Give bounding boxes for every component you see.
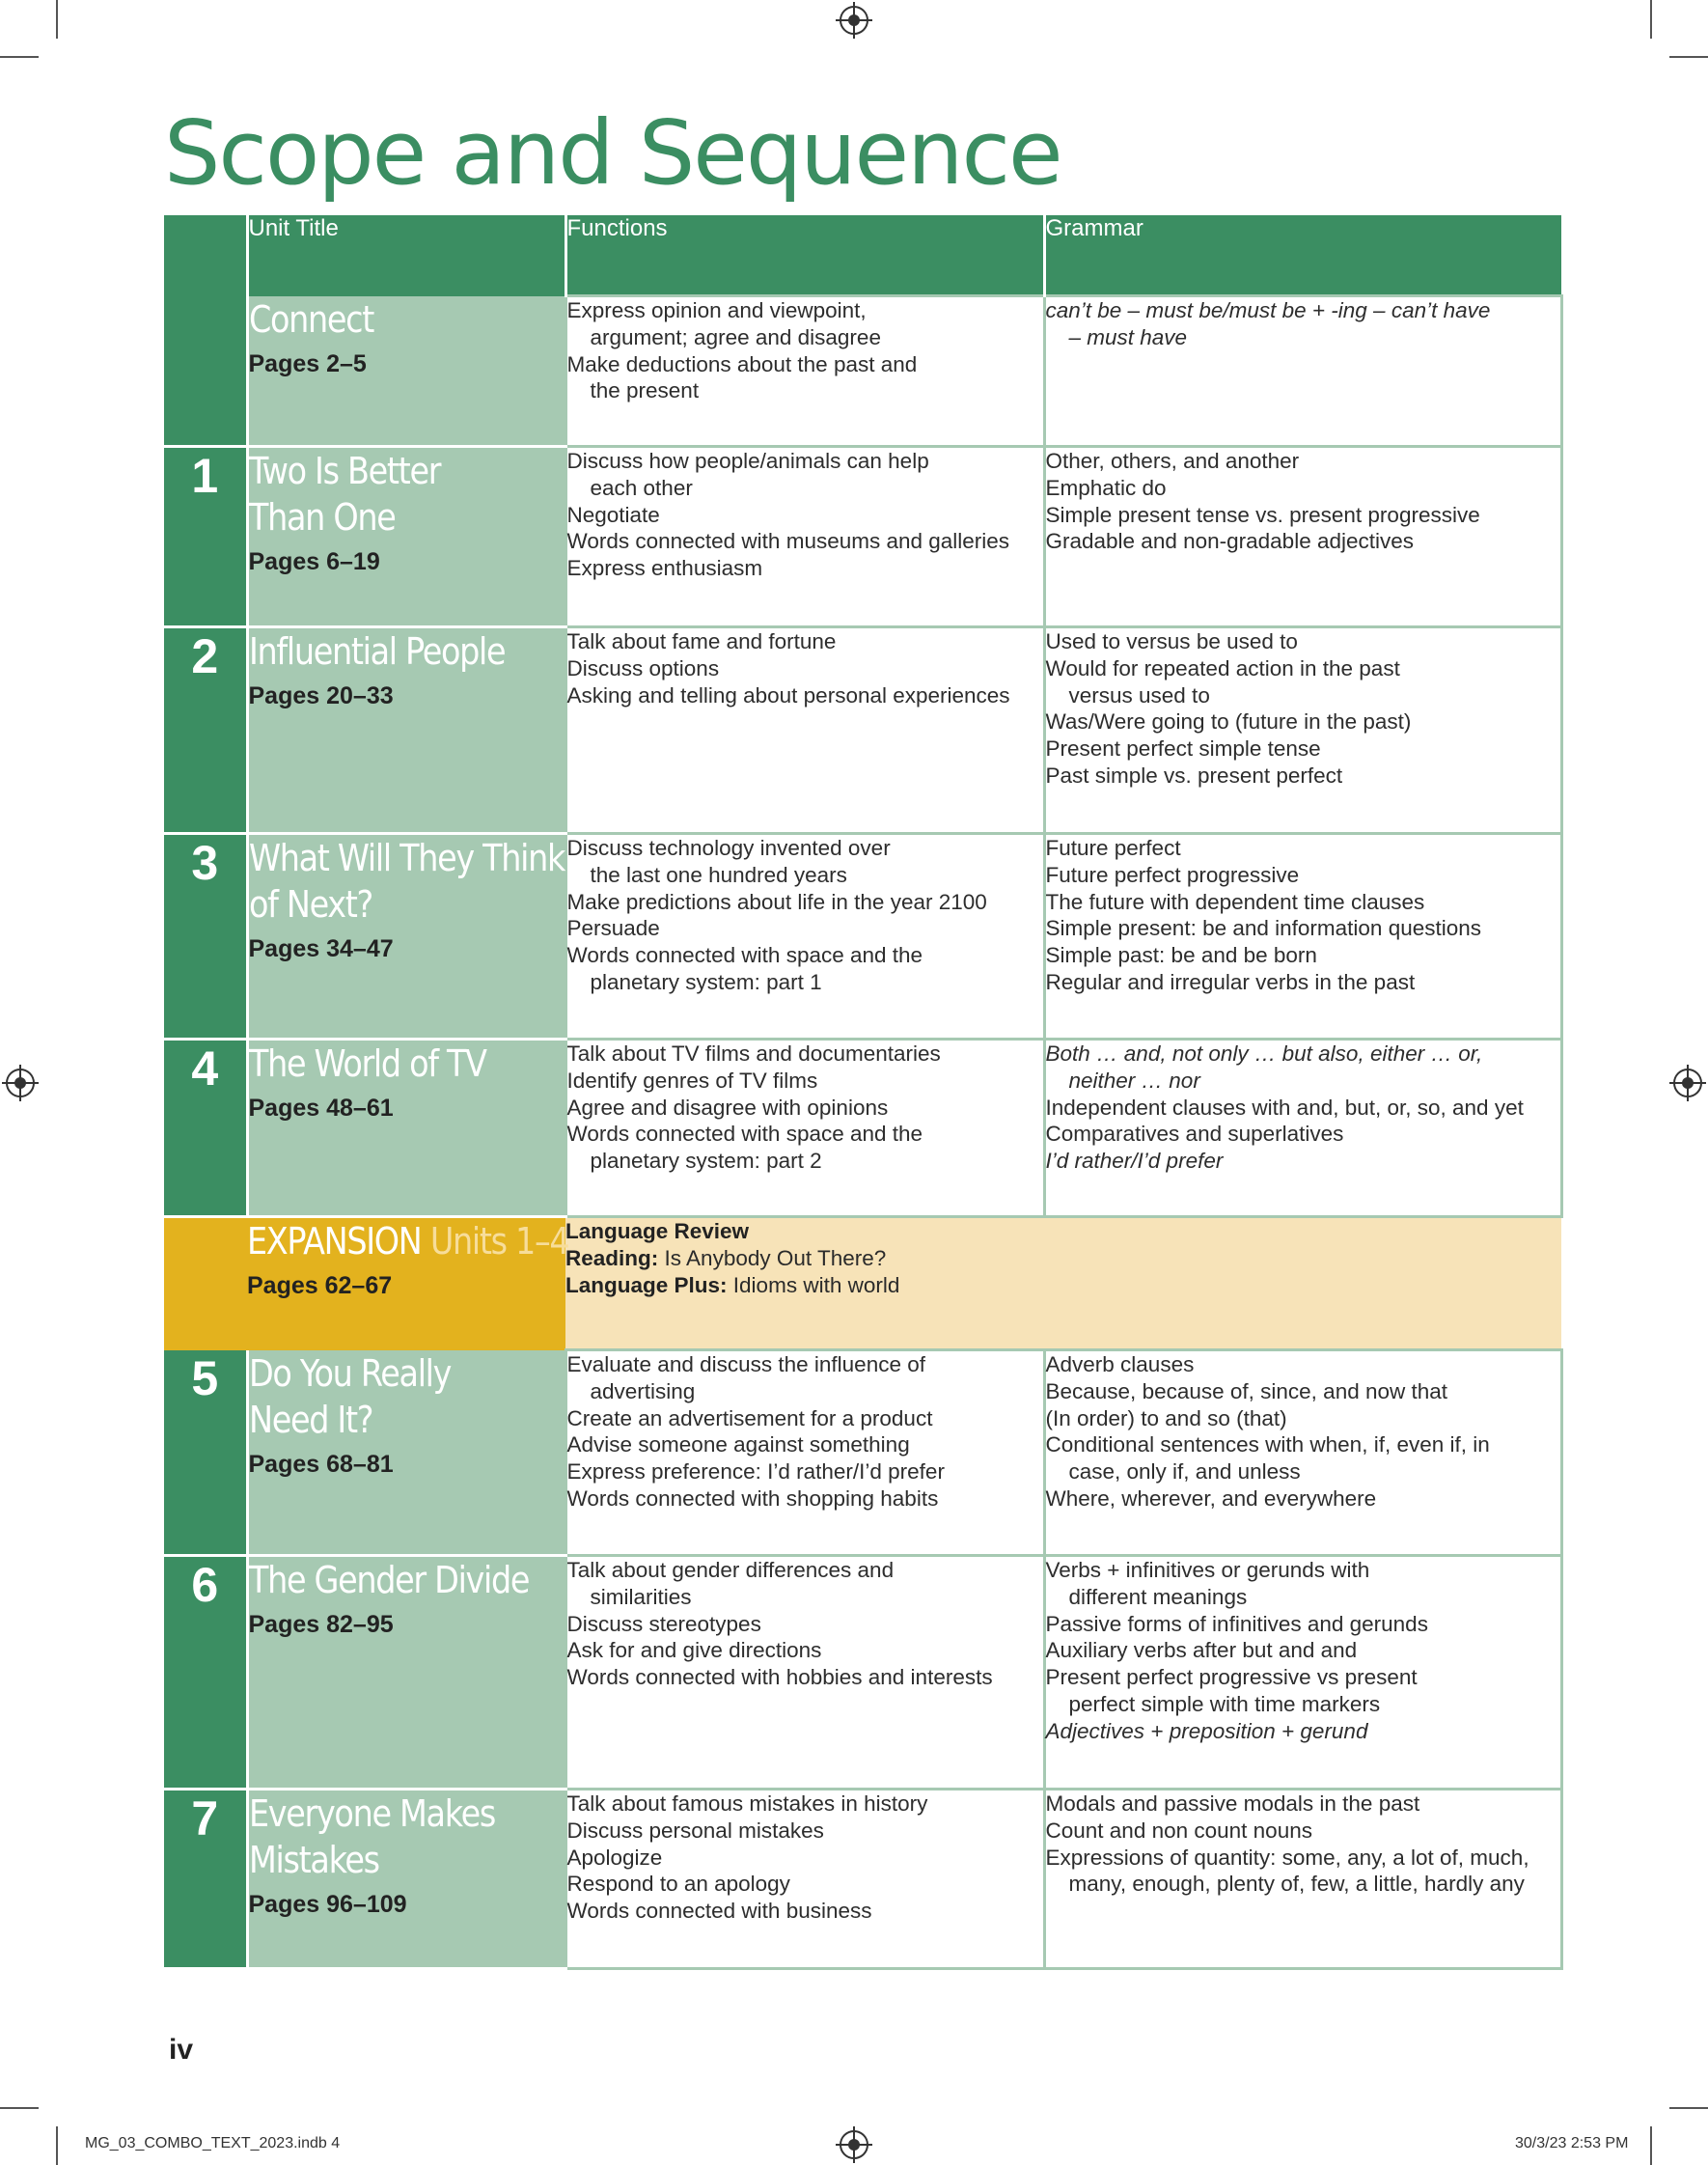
crop-mark [1669, 2107, 1708, 2109]
text-line: Asking and telling about personal experiences [566, 682, 1010, 708]
slug-file-name: MG_03_COMBO_TEXT_2023.indb 4 [85, 2135, 341, 2151]
text-line: planetary system: part 2 [590, 1149, 822, 1174]
text-line: Simple present: be and information questions [1045, 916, 1482, 941]
unit-pages: Pages 34–47 [248, 935, 394, 962]
text-line: planetary system: part 1 [590, 969, 822, 994]
page-title: Scope and Sequence [164, 101, 1061, 205]
slug-date: 30/3/23 2:53 PM [1515, 2135, 1629, 2151]
functions-cell [565, 447, 1044, 627]
text-line: Simple present tense vs. present progressive [1045, 502, 1480, 527]
table-header-row [164, 215, 1561, 296]
text-line: Respond to an apology [566, 1872, 790, 1897]
crop-mark [1650, 2126, 1652, 2165]
page-folio: iv [169, 2034, 194, 2066]
text-line: – must have [1068, 324, 1188, 349]
expansion-title-cell [247, 1217, 569, 1350]
text-line: Discuss technology invented over [566, 836, 891, 860]
grammar-cell [1044, 296, 1561, 447]
unit-pages: Pages 96–109 [248, 1891, 407, 1918]
functions-cell [565, 1350, 1044, 1556]
functions-cell [565, 1040, 1044, 1217]
unit-pages: Pages 6–19 [248, 548, 380, 575]
text-line: Both … and, not only … but also, either … or, [1045, 1041, 1483, 1066]
text-line: Words connected with museums and galleries [566, 529, 1010, 554]
text-line: each other [590, 475, 693, 500]
header-functions: Functions [565, 215, 1044, 296]
unit-pages: Pages 20–33 [248, 682, 394, 709]
text-line: Negotiate [566, 502, 660, 527]
unit-number: 2 [164, 627, 247, 834]
text-line: Express opinion and viewpoint, [566, 298, 867, 322]
registration-mark-icon [840, 6, 868, 35]
text-line: Past simple vs. present perfect [1045, 763, 1343, 788]
text-line: Simple past: be and be born [1045, 943, 1317, 968]
crop-mark [0, 56, 39, 58]
text-line: different meanings [1068, 1584, 1248, 1609]
unit-title-cell [247, 1040, 565, 1217]
text-line: Gradable and non-gradable adjectives [1045, 529, 1415, 554]
text-line: similarities [590, 1584, 692, 1609]
header-unit-title: Unit Title [247, 215, 565, 296]
unit-pages: Pages 82–95 [248, 1611, 394, 1638]
text-line: Create an advertisement for a product [566, 1405, 933, 1430]
text-line: Present perfect simple tense [1045, 736, 1321, 762]
unit-number [164, 296, 247, 447]
expansion-review-cell [565, 1217, 1561, 1350]
reading-title: Is Anybody Out There? [664, 1246, 887, 1270]
header-grammar: Grammar [1044, 215, 1561, 296]
text-line: can’t be – must be/must be + -ing – can’t have [1045, 298, 1491, 322]
unit-number: 3 [164, 834, 247, 1040]
text-line: Passive forms of infinitives and gerunds [1045, 1611, 1428, 1636]
registration-mark-icon [840, 2130, 868, 2159]
unit-pages: Pages 68–81 [248, 1450, 394, 1478]
crop-mark [56, 2126, 58, 2165]
unit-title: of Next? [248, 883, 372, 926]
text-line: Adverb clauses [1045, 1352, 1195, 1376]
text-line: Comparatives and superlatives [1045, 1122, 1344, 1147]
text-line: case, only if, and unless [1068, 1459, 1301, 1485]
text-line: Apologize [566, 1845, 663, 1870]
text-line: Discuss options [566, 655, 720, 680]
text-line: Words connected with hobbies and interests [566, 1665, 993, 1690]
unit-title-cell [247, 1790, 565, 1969]
expansion-label: EXPANSION [247, 1220, 422, 1263]
language-plus-text: Idioms with world [732, 1273, 900, 1297]
unit-title: The World of TV [248, 1042, 486, 1085]
text-line: Make deductions about the past and [566, 351, 918, 376]
text-line: Make predictions about life in the year 2100 [566, 889, 987, 914]
language-plus-label: Language Plus: [565, 1273, 728, 1297]
functions-cell [565, 1556, 1044, 1790]
text-line: Would for repeated action in the past [1045, 655, 1400, 680]
text-line: perfect simple with time markers [1068, 1691, 1381, 1716]
text-line: Agree and disagree with opinions [566, 1095, 889, 1120]
text-line: I’d rather/I’d prefer [1045, 1149, 1224, 1174]
text-line: Other, others, and another [1045, 449, 1300, 473]
header-number-cell [164, 215, 247, 296]
text-line: Conditional sentences with when, if, even if, in [1045, 1432, 1490, 1457]
grammar-cell [1044, 1040, 1561, 1217]
text-line: (In order) to and so (that) [1045, 1405, 1287, 1430]
text-line: many, enough, plenty of, few, a little, hardly any [1068, 1872, 1525, 1897]
text-line: Evaluate and discuss the influence of [566, 1352, 925, 1376]
expansion-number-cell [164, 1217, 247, 1350]
language-review-label: Language Review [565, 1219, 750, 1243]
unit-row [164, 296, 1561, 447]
text-line: Auxiliary verbs after but and and [1045, 1638, 1358, 1663]
text-line: Because, because of, since, and now that [1045, 1378, 1448, 1403]
text-line: advertising [590, 1378, 696, 1403]
unit-title: What Will They Think [248, 837, 565, 879]
unit-title: Do You Really [248, 1351, 451, 1395]
text-line: Express preference: I’d rather/I’d prefer [566, 1459, 945, 1485]
unit-number: 5 [164, 1350, 247, 1556]
text-line: Discuss stereotypes [566, 1611, 761, 1636]
text-line: Talk about famous mistakes in history [566, 1791, 928, 1816]
unit-title-cell [247, 834, 565, 1040]
unit-title-cell [247, 1350, 565, 1556]
unit-number: 7 [164, 1790, 247, 1969]
text-line: Ask for and give directions [566, 1638, 822, 1663]
expansion-units: Units 1–4 [429, 1220, 569, 1263]
unit-title: Than One [248, 496, 395, 539]
grammar-cell [1044, 627, 1561, 834]
unit-number: 4 [164, 1040, 247, 1217]
text-line: Adjectives + preposition + gerund [1045, 1718, 1368, 1743]
unit-pages: Pages 2–5 [248, 349, 367, 377]
unit-title: Mistakes [248, 1839, 379, 1881]
text-line: Talk about gender differences and [566, 1558, 895, 1582]
expansion-title [247, 1218, 569, 1264]
text-line: Used to versus be used to [1045, 629, 1298, 653]
text-line: Independent clauses with and, but, or, so, and yet [1045, 1095, 1524, 1120]
text-line: The future with dependent time clauses [1045, 889, 1425, 914]
text-line: Regular and irregular verbs in the past [1045, 969, 1416, 994]
unit-pages: Pages 48–61 [248, 1095, 394, 1122]
unit-row [164, 447, 1561, 627]
review-line [565, 1272, 1561, 1299]
text-line: Identify genres of TV films [566, 1068, 818, 1093]
text-line: Discuss personal mistakes [566, 1818, 824, 1843]
unit-title: The Gender Divide [248, 1559, 529, 1601]
text-line: Words connected with space and the [566, 1122, 923, 1147]
unit-number: 6 [164, 1556, 247, 1790]
unit-row [164, 1040, 1561, 1217]
expansion-row [164, 1217, 1561, 1350]
crop-mark [0, 2107, 39, 2109]
grammar-cell [1044, 1556, 1561, 1790]
functions-cell [565, 834, 1044, 1040]
text-line: argument; agree and disagree [590, 324, 881, 349]
text-line: Talk about fame and fortune [566, 629, 837, 653]
text-line: Discuss how people/animals can help [566, 449, 929, 473]
unit-title-cell [247, 627, 565, 834]
text-line: Verbs + infinitives or gerunds with [1045, 1558, 1370, 1582]
grammar-cell [1044, 834, 1561, 1040]
unit-row [164, 834, 1561, 1040]
unit-row [164, 627, 1561, 834]
unit-row [164, 1350, 1561, 1556]
unit-number: 1 [164, 447, 247, 627]
unit-title: Need It? [248, 1398, 372, 1441]
text-line: Emphatic do [1045, 475, 1167, 500]
crop-mark [1669, 56, 1708, 58]
crop-mark [1650, 0, 1652, 39]
review-line [565, 1245, 1561, 1272]
unit-title: Connect [248, 297, 373, 341]
text-line: Persuade [566, 916, 660, 941]
text-line: Future perfect [1045, 836, 1181, 860]
functions-cell [565, 1790, 1044, 1969]
text-line: Was/Were going to (future in the past) [1045, 709, 1412, 735]
text-line: Expressions of quantity: some, any, a lot of, much, [1045, 1845, 1529, 1870]
text-line: Words connected with space and the [566, 943, 923, 968]
review-line [565, 1218, 1561, 1245]
text-line: the last one hundred years [590, 862, 847, 887]
text-line: Advise someone against something [566, 1432, 910, 1457]
text-line: Talk about TV films and documentaries [566, 1041, 941, 1066]
reading-label: Reading: [565, 1246, 659, 1270]
unit-title-cell [247, 296, 565, 447]
unit-title-cell [247, 447, 565, 627]
crop-mark [56, 0, 58, 39]
registration-mark-icon [6, 1069, 35, 1097]
unit-title-cell [247, 1556, 565, 1790]
unit-title: Two Is Better [248, 450, 440, 492]
text-line: Words connected with shopping habits [566, 1485, 939, 1511]
grammar-cell [1044, 1350, 1561, 1556]
grammar-cell [1044, 1790, 1561, 1969]
unit-row [164, 1790, 1561, 1969]
grammar-cell [1044, 447, 1561, 627]
unit-title: Influential People [248, 630, 505, 673]
registration-mark-icon [1673, 1069, 1702, 1097]
text-line: the present [590, 378, 700, 403]
text-line: Count and non count nouns [1045, 1818, 1312, 1843]
text-line: Where, wherever, and everywhere [1045, 1485, 1377, 1511]
text-line: neither … nor [1068, 1068, 1200, 1093]
functions-cell [565, 296, 1044, 447]
unit-row [164, 1556, 1561, 1790]
text-line: versus used to [1068, 682, 1210, 708]
functions-cell [565, 627, 1044, 834]
unit-title: Everyone Makes [248, 1792, 495, 1835]
text-line: Words connected with business [566, 1899, 872, 1924]
expansion-pages: Pages 62–67 [247, 1272, 393, 1299]
text-line: Express enthusiasm [566, 556, 763, 581]
text-line: Present perfect progressive vs present [1045, 1665, 1418, 1690]
text-line: Future perfect progressive [1045, 862, 1300, 887]
scope-sequence-table [164, 215, 1563, 1970]
text-line: Modals and passive modals in the past [1045, 1791, 1420, 1816]
